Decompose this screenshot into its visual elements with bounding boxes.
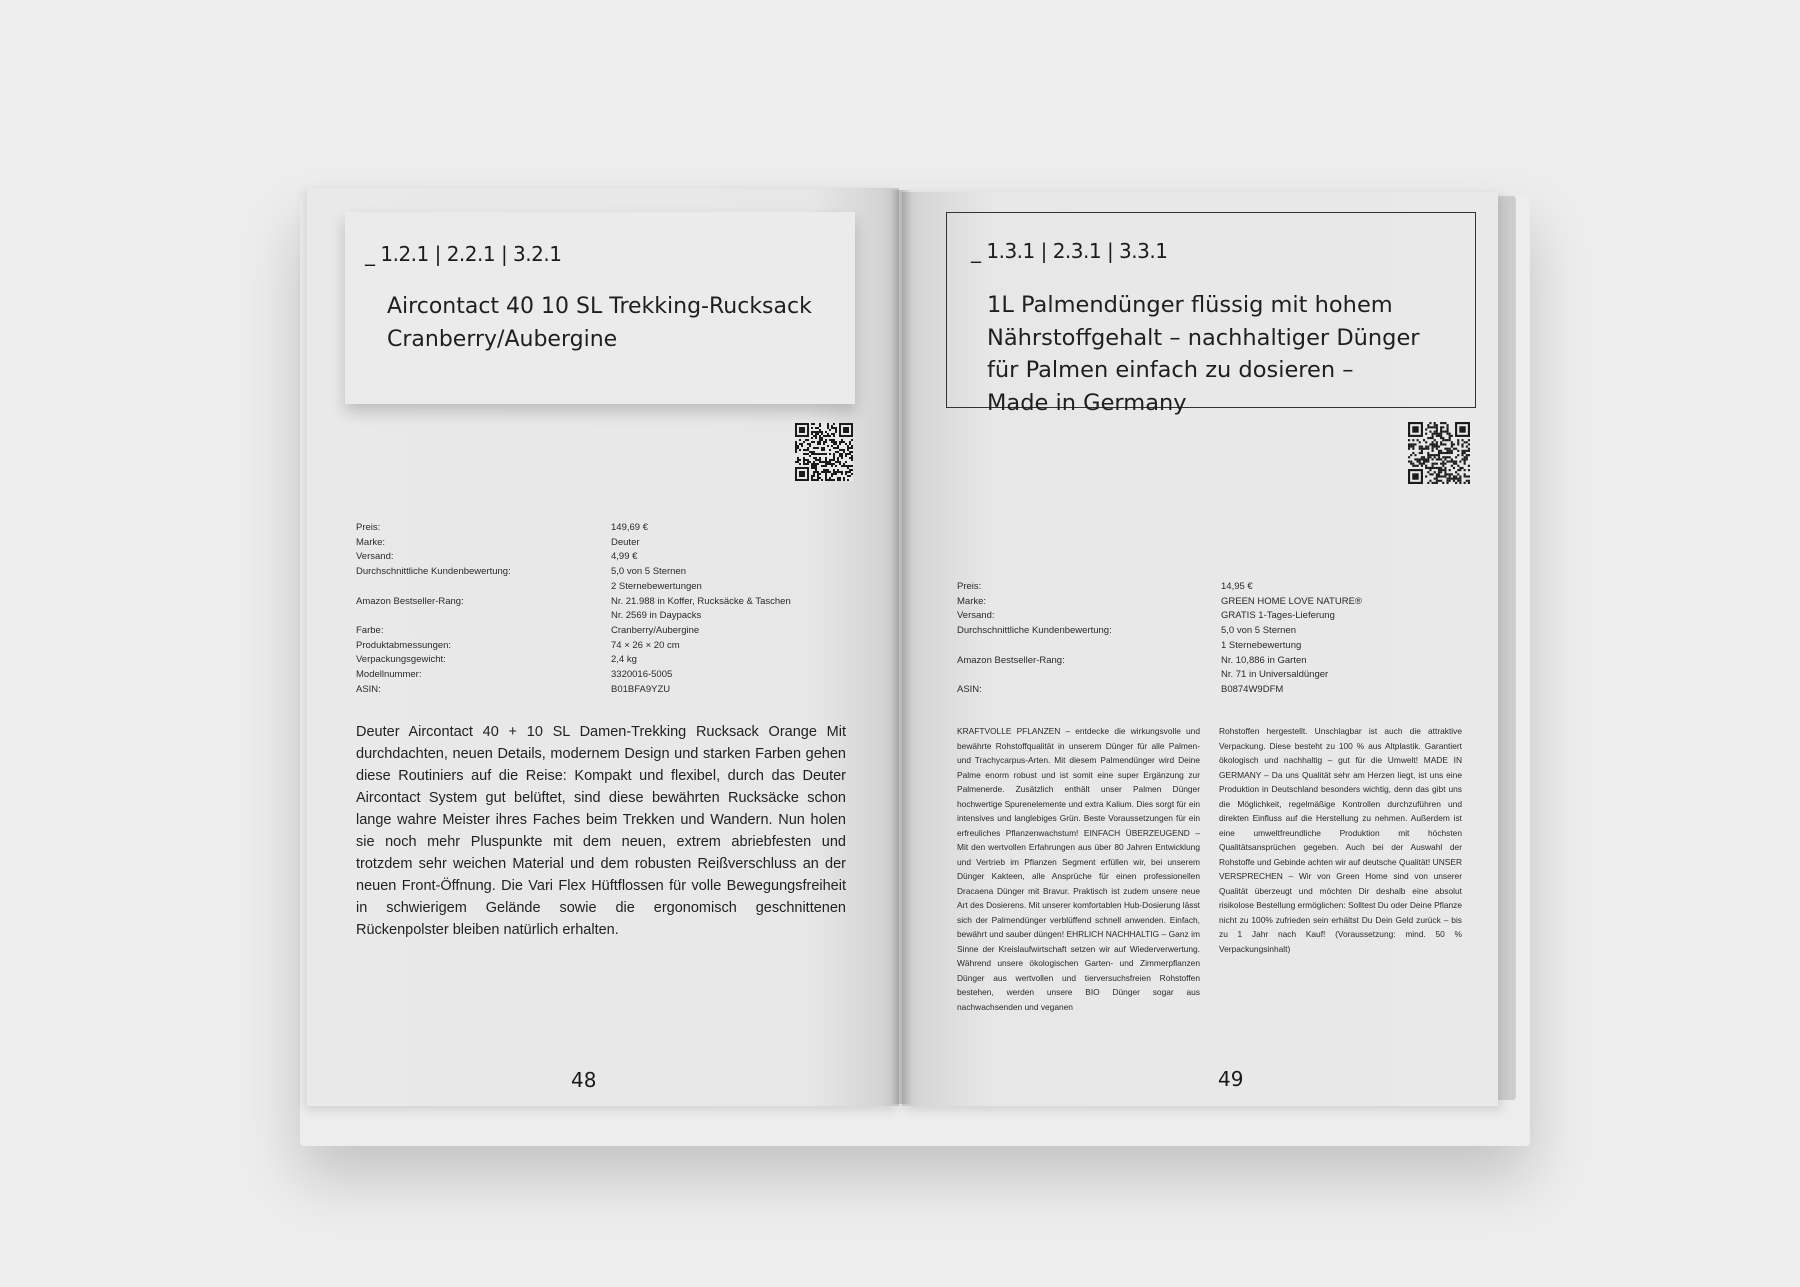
right-description-column-2: Rohstoffen hergestellt. Unschlagbar ist auch die attraktive Verpackung. Diese besteht zu 100 % aus Altplastik. Garantiert ökologisch und nachhaltig – gut für die Umwelt! MADE IN GERMANY – Da uns Qualität sehr am Herzen liegt, ist uns eine Produktion in Deutschland besonders wichtig, denn das gibt uns die Möglichkeit, regelmäßige Kontrollen durchzuführen und direkten Einfluss auf die Herstellung zu nehmen. Außerdem ist eine umweltfreundliche Produktion mit höchsten Qualitätsansprüchen gegeben. Auch bei der Auswahl der Rohstoffe und Gebinde achten wir auf deutsche Qualität! UNSER VERSPRECHEN – Wir von Green Home sind von unserer Qualität überzeugt und möchten Dir deshalb eine absolut risikolose Bestellung ermöglichen: Solltest Du oder Deine Pflanze nicht zu 100% zufrieden sein erhältst Du Dein Geld zurück – bis zu 1 Jahr nach Kauf! (Voraussetzung: mind. 50 % Verpackungsinhalt) [1219, 726, 1463, 954]
right-spec-value: GRATIS 1-Tages-Lieferung [1221, 610, 1335, 622]
right-spec-value: 14,95 € [1221, 581, 1253, 592]
left-spec-value: 149,69 € [611, 522, 648, 533]
page-edges [1496, 196, 1516, 1100]
right-title-line3: für Palmen einfach zu dosieren – [987, 357, 1354, 383]
left-spec-value: B01BFA9YZU [611, 683, 671, 695]
left-title-line1: Aircontact 40 10 SL Trekking-Rucksack [387, 294, 812, 319]
right-title-line2: Nährstoffgehalt – nachhaltiger Dünger [987, 324, 1420, 351]
right-spec-value: GREEN HOME LOVE NATURE® [1221, 595, 1362, 607]
right-spec-value: Nr. 71 in Universaldünger [1221, 669, 1329, 681]
book-gutter [890, 190, 912, 1104]
right-section-code: _ 1.3.1 | 2.3.1 | 3.3.1 [971, 239, 1168, 263]
right-spec-value: 5,0 von 5 Sternen [1221, 625, 1296, 637]
left-spec-value: 4,99 € [611, 551, 638, 563]
left-spec-value: 74 × 26 × 20 cm [611, 639, 680, 651]
right-spec-label: Amazon Bestseller-Rang: [957, 654, 1065, 666]
left-section-code: _ 1.2.1 | 2.2.1 | 3.2.1 [365, 242, 562, 266]
right-qr-code-icon [1408, 422, 1470, 484]
left-spec-label: Durchschnittliche Kundenbewertung: [356, 566, 511, 578]
left-spec-label: Farbe: [356, 624, 384, 636]
left-spec-value: Nr. 2569 in Daypacks [611, 610, 702, 622]
left-header-card [345, 212, 855, 404]
left-spec-label: Versand: [356, 551, 394, 563]
left-spec-label: Produktabmessungen: [356, 639, 452, 651]
left-spec-value: 2 Sternebewertungen [611, 580, 702, 592]
left-spec-value: 2,4 kg [611, 654, 637, 666]
left-product-title [387, 290, 837, 356]
right-description-column-1: KRAFTVOLLE PFLANZEN – entdecke die wirkungsvolle und bewährte Rohstoffqualität in unserem Dünger für alle Palmen- und Trachycarpus-Arten. Mit diesem Palmendünger wird Deine Palme enorm robust und ist somit eine super Ergänzung zur Palmenerde. Zusätzlich enthält unser Palmen Dünger hochwertige Spurenelemente und extra Kalium. Dies sorgt für ein intensives und langlebiges Grün. Beste Voraussetzungen für ein erfreuliches Pflanzenwachstum! EINFACH ÜBERZEUGEND – Mit den wertvollen Erfahrungen aus über 80 Jahren Entwicklung und Vertrieb im Pflanzen Segment erfüllen wir, bei unserem Dünger Kakteen, alle Ansprüche für einen professionellen Dracaena Dünger mit Bravur. Praktisch ist zudem unsere neue Art des Dosierens. Mit unserer komfortablen Hub-Dosierung lässt sich der Palmendünger verblüffend schnell anwenden. Einfach, bewährt und sauber düngen! EHRLICH NACHHALTIG – Ganz im Sinne der Kreislaufwirtschaft setzen wir auf Wiederverwertung. Während unsere ökologischen Garten- und Zimmerpflanzen Dünger aus wertvollen und tierversuchsfreien Rohstoffen bestehen, werden unsere BIO Dünger sogar aus nachwachsenden und veganen [957, 726, 1200, 1012]
left-spec-label: Marke: [356, 536, 386, 548]
right-page-number: 49 [1218, 1067, 1244, 1091]
left-title-line2: Cranberry/Aubergine [387, 327, 618, 352]
right-spec-label: Versand: [957, 610, 995, 622]
right-title-line1: 1L Palmendünger flüssig mit hohem [987, 292, 1393, 318]
left-spec-label: ASIN: [356, 683, 381, 695]
right-page [902, 192, 1498, 1106]
right-product-title [987, 289, 1457, 419]
right-spec-value: 1 Sternebewertung [1221, 639, 1302, 651]
left-spec-label: Verpackungsgewicht: [356, 654, 446, 666]
right-spec-label: Durchschnittliche Kundenbewertung: [957, 625, 1112, 637]
left-spec-label: Amazon Bestseller-Rang: [356, 595, 464, 607]
right-spec-value: B0874W9DFM [1221, 683, 1284, 695]
left-page-number: 48 [571, 1068, 597, 1092]
right-spec-label: Marke: [957, 595, 987, 607]
left-spec-value: Cranberry/Aubergine [611, 624, 700, 636]
right-spec-label: ASIN: [957, 683, 982, 695]
left-page [307, 188, 899, 1106]
right-title-line4: Made in Germany [987, 389, 1187, 416]
left-spec-value: 5,0 von 5 Sternen [611, 566, 686, 578]
left-description: Deuter Aircontact 40 + 10 SL Damen-Trekking Rucksack Orange Mit durchdachten, neuen Details, modernem Design und starken Farben gehen diese Routiniers auf die Reise: Kompakt und flexibel, durch das Deuter Aircontact System gut belüftet, sind diese bewährten Rucksäcke schon lange wahre Meister ihres Faches beim Trekken und Wandern. Nun holen sie noch mehr Pluspunkte mit dem neuen, extrem abriebfesten und trotzdem sehr weichen Material und dem robusten Reißverschluss an der neuen Front-Öffnung. Die Vari Flex Hüftflossen für volle Bewegungsfreiheit in schwierigem Gelände sowie die ergonomisch geschnittenen Rückenpolster bleiben natürlich erhalten. [356, 724, 846, 938]
left-spec-label: Modellnummer: [356, 669, 422, 680]
right-spec-label: Preis: [957, 581, 982, 592]
left-spec-label: Preis: [356, 522, 381, 533]
left-spec-value: Nr. 21.988 in Koffer, Rucksäcke & Taschen [611, 595, 791, 607]
right-spec-value: Nr. 10,886 in Garten [1221, 654, 1307, 666]
left-qr-code-icon [795, 423, 853, 481]
left-spec-value: Deuter [611, 536, 640, 548]
left-spec-value: 3320016-5005 [611, 669, 673, 680]
right-header-card [946, 212, 1476, 416]
